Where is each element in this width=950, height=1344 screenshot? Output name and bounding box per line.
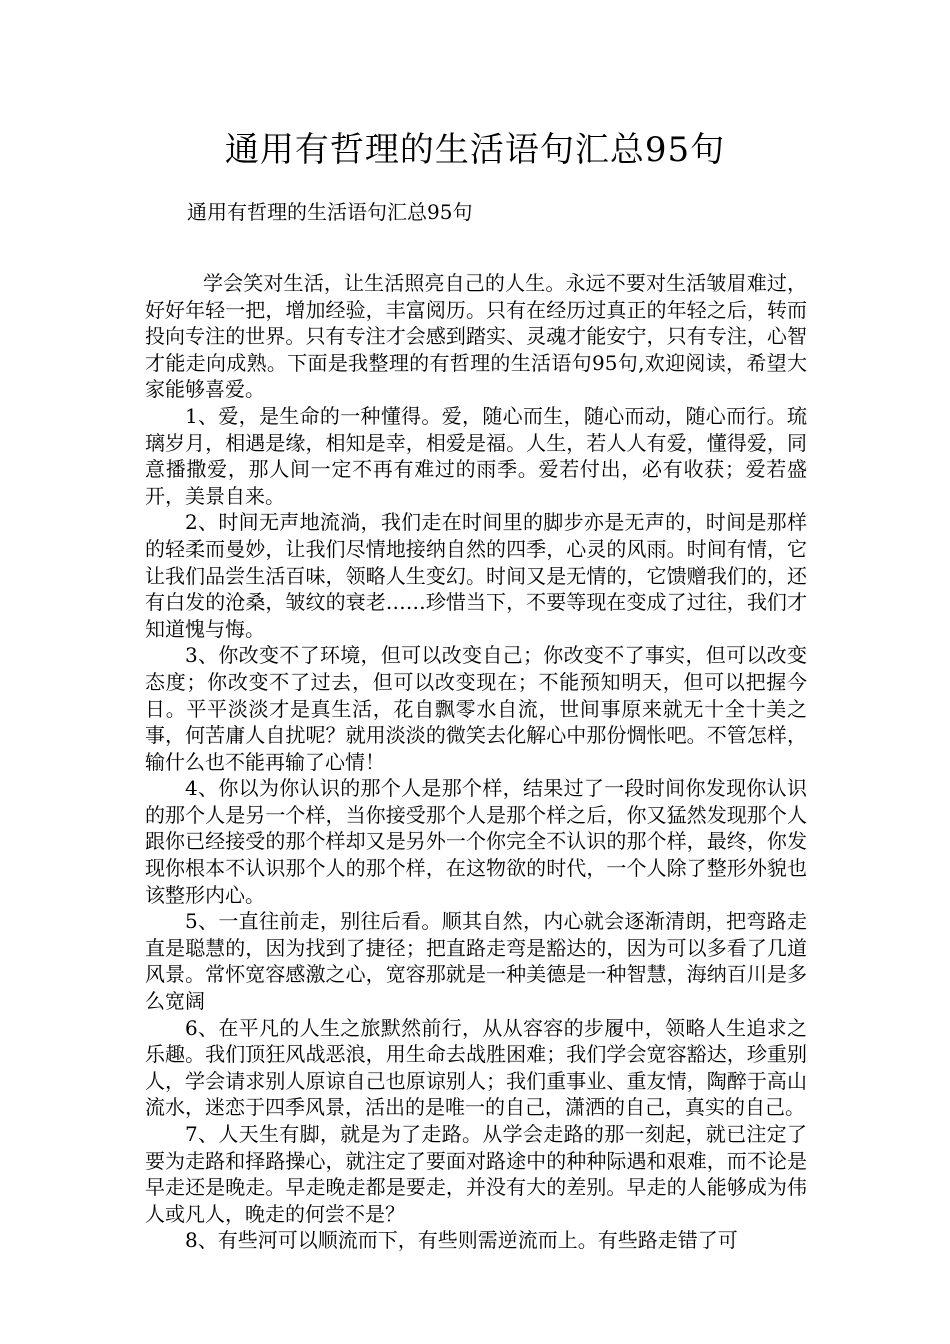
paragraph-2: 2、时间无声地流淌，我们走在时间里的脚步亦是无声的，时间是那样的轻柔而曼妙，让我们尽情地接纳自然的四季，心灵的风雨。时间有情，它让我们品尝生活百味，领略人生变幻。时间又是无情的，它馈赠我们的，还有白发的沧桑，皱纹的衰老……珍惜当下，不要等现在变成了过往，我们才知道愧与悔。 [145, 510, 807, 641]
paragraph-7: 7、人天生有脚，就是为了走路。从学会走路的那一刻起，就已注定了要为走路和择路操心，就注定了要面对路途中的种种际遇和艰难，而不论是早走还是晚走。早走晚走都是要走，并没有大的差别。早走的人能够成为伟人或凡人，晚走的何尝不是？ [145, 1122, 807, 1226]
paragraph-6: 6、在平凡的人生之旅默然前行，从从容容的步履中，领略人生追求之乐趣。我们顶狂风战恶浪，用生命去战胜困难；我们学会宽容豁达，珍重别人，学会请求别人原谅自己也原谅别人；我们重事业、重友情，陶醉于高山流水，迷恋于四季风景，活出的是唯一的自己，潇洒的自己，真实的自己。 [145, 1015, 807, 1120]
paragraph-4: 4、你以为你认识的那个人是那个样，结果过了一段时间你发现你认识的那个人是另一个样，当你接受那个人是那个样之后，你又猛然发现那个人跟你已经接受的那个样却又是另外一个你完全不认识的那个样，最终，你发现你根本不认识那个人的那个样，在这物欲的时代，一个人除了整形外貌也该整形内心。 [145, 776, 807, 907]
paragraph-3: 3、你改变不了环境，但可以改变自己；你改变不了事实，但可以改变态度；你改变不了过去，但可以改变现在；不能预知明天，但可以把握今日。平平淡淡才是真生活，花自飘零水自流，世间事原来就无十全十美之事，何苦庸人自扰呢？就用淡淡的微笑去化解心中那份惆怅吧。不管怎样，输什么也不能再输了心情！ [145, 643, 807, 774]
paragraph-8: 8、有些河可以顺流而下，有些则需逆流而上。有些路走错了可 [185, 1228, 738, 1253]
document-subtitle: 通用有哲理的生活语句汇总95句 [187, 200, 473, 224]
paragraph-1: 1、爱，是生命的一种懂得。爱，随心而生，随心而动，随心而行。琉璃岁月，相遇是缘，相知是幸，相爱是福。人生，若人人有爱，懂得爱，同意播撒爱，那人间一定不再有难过的雨季。爱若付出，必有收获；爱若盛开，美景自来。 [145, 403, 807, 508]
paragraph-5: 5、一直往前走，别往后看。顺其自然，内心就会逐渐清朗，把弯路走直是聪慧的，因为找到了捷径；把直路走弯是豁达的，因为可以多看了几道风景。常怀宽容感激之心，宽容那就是一种美德是一种智慧，海纳百川是多么宽阔 [145, 909, 807, 1014]
document-body [145, 270, 807, 1254]
document-title: 通用有哲理的生活语句汇总95句 [224, 130, 726, 170]
paragraph-intro: 学会笑对生活，让生活照亮自己的人生。永远不要对生活皱眉难过，好好年轻一把，增加经验，丰富阅历。只有在经历过真正的年轻之后，转而投向专注的世界。只有专注才会感到踏实、灵魂才能安宁，只有专注，心智才能走向成熟。下面是我整理的有哲理的生活语句95句,欢迎阅读，希望大家能够喜爱。 [145, 271, 807, 402]
